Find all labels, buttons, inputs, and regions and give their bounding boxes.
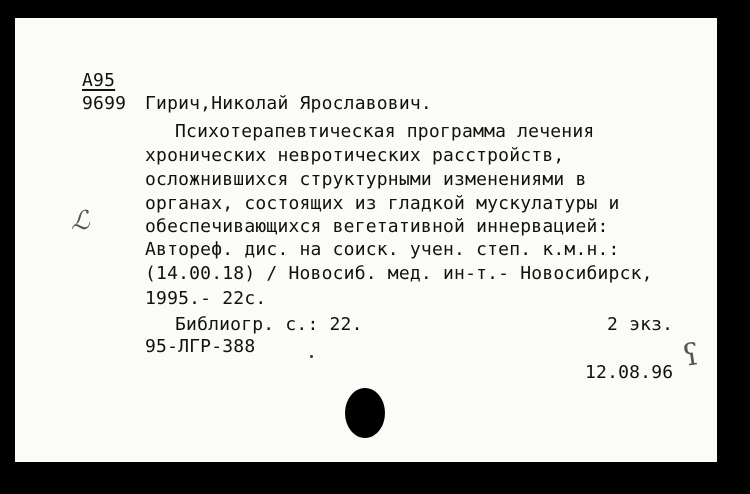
title-line-7: (14.00.18) / Новосиб. мед. ин-т.- Новосибирск, <box>145 263 653 284</box>
title-line-3: осложнившихся структурными изменениями в <box>145 169 587 190</box>
author-name: Гирич,Николай Ярославович. <box>145 93 432 114</box>
shelf-code: А95 <box>82 70 116 91</box>
bibliography-note: Библиогр. с.: 22. <box>175 314 363 335</box>
record-number: 9699 <box>82 93 127 114</box>
title-line-5: обеспечивающихся вегетативной иннервацией: <box>145 216 609 237</box>
title-line-6: Автореф. дис. на соиск. учен. степ. к.м.н.: <box>145 239 620 260</box>
pencil-mark-icon: ℒ <box>71 206 90 236</box>
speck <box>310 355 313 358</box>
copies-count: 2 экз. <box>607 314 674 335</box>
handwritten-mark-icon: ʕ <box>680 337 702 374</box>
stamp-date: 12.08.96 <box>585 362 674 383</box>
title-line-2: хронических невротических расстройств, <box>145 145 565 166</box>
title-line-4: органах, состоящих из гладкой мускулатуры и <box>145 193 620 214</box>
title-line-1: Психотерапевтическая программа лечения <box>175 121 595 142</box>
punch-hole <box>345 388 385 438</box>
catalog-number: 95-ЛГР-388 <box>145 336 256 357</box>
title-line-8: 1995.- 22с. <box>145 288 267 309</box>
catalog-card <box>15 18 717 462</box>
